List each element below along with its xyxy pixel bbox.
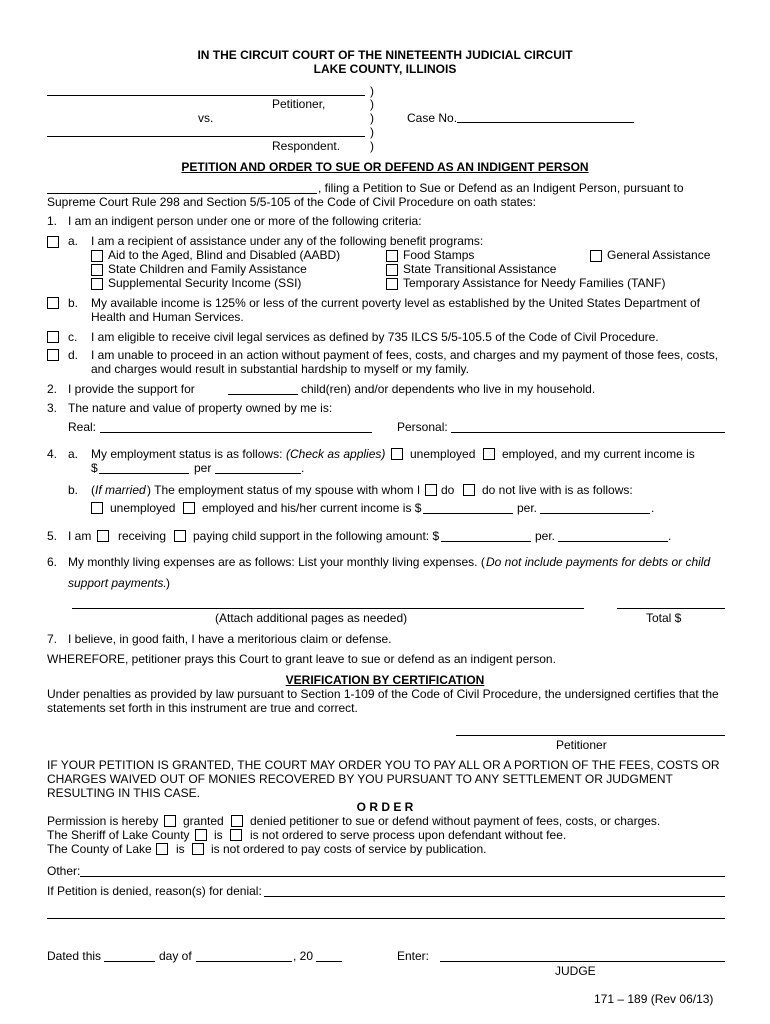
item-2-pre: I provide the support for	[68, 382, 195, 396]
dependents-count-line[interactable]	[228, 394, 298, 395]
aabd-checkbox[interactable]	[91, 250, 103, 262]
ssi-checkbox[interactable]	[91, 278, 103, 290]
warning-line-2: CHARGES WAIVED OUT OF MONIES RECOVERED BY YOU PURSUANT TO ANY SETTLEMENT OR JUDGMENT	[47, 772, 673, 786]
intro-line-1: , filing a Petition to Sue or Defend as an Indigent Person, pursuant to	[318, 181, 684, 195]
spouse-employed-label: employed and his/her current income is $	[202, 501, 422, 515]
denial-reason-line-2[interactable]	[47, 918, 725, 919]
sheriff-is-checkbox[interactable]	[195, 829, 207, 841]
tanf-checkbox[interactable]	[386, 278, 398, 290]
sheriff-is-not-checkbox[interactable]	[230, 829, 242, 841]
item-5-i-am: I am	[68, 529, 92, 543]
petitioner-label: Petitioner,	[272, 97, 326, 111]
other-line[interactable]	[80, 876, 725, 877]
income-period-dot: .	[301, 461, 305, 475]
child-support-period-dot: .	[668, 529, 672, 543]
child-support-period-line[interactable]	[558, 541, 668, 542]
real-property-line[interactable]	[100, 432, 372, 433]
verification-line-2: statements set forth in this instrument are true and correct.	[47, 701, 358, 715]
criteria-c-letter: c.	[68, 330, 78, 344]
item-6-hint: Do not include payments for debts or child	[486, 555, 711, 569]
criteria-d-line-2: and charges would result in substantial hardship to myself or my family.	[91, 362, 469, 376]
denial-reason-line[interactable]	[264, 896, 725, 897]
caption-paren: )	[370, 111, 374, 125]
denied-checkbox[interactable]	[231, 815, 243, 827]
caption-paren: )	[370, 139, 374, 153]
item-1-number: 1.	[47, 214, 58, 228]
state-transitional-label: State Transitional Assistance	[403, 262, 557, 276]
item-2-number: 2.	[47, 382, 58, 396]
criteria-b-letter: b.	[68, 296, 79, 310]
unemployed-checkbox[interactable]	[391, 448, 403, 460]
item-3-text: The nature and value of property owned by me is:	[68, 401, 333, 415]
expenses-total-line[interactable]	[617, 608, 725, 609]
spouse-do-checkbox[interactable]	[425, 484, 437, 496]
other-label: Other:	[47, 864, 81, 878]
employed-label: employed, and my current income is	[502, 447, 695, 461]
wherefore-text: WHEREFORE, petitioner prays this Court to grant leave to sue or defend as an indigent person.	[47, 652, 556, 666]
judge-label: JUDGE	[555, 964, 596, 978]
unemployed-label: unemployed	[410, 447, 476, 461]
item-7-number: 7.	[47, 632, 58, 646]
criteria-b-checkbox[interactable]	[47, 297, 59, 309]
child-support-per: per.	[535, 529, 556, 543]
employment-b-letter: b.	[68, 483, 79, 497]
case-no-label: Case No.	[407, 111, 458, 125]
item-5-number: 5.	[47, 529, 58, 543]
state-transitional-checkbox[interactable]	[386, 264, 398, 276]
employment-a-letter: a.	[68, 447, 79, 461]
dated-label: Dated this	[47, 949, 102, 963]
employment-a-text: My employment status is as follows:	[91, 447, 283, 461]
warning-line-3: RESULTING IN THIS CASE.	[47, 786, 200, 800]
receiving-checkbox[interactable]	[97, 530, 109, 542]
real-property-label: Real:	[68, 420, 97, 434]
dated-month-line[interactable]	[196, 961, 292, 962]
general-assistance-checkbox[interactable]	[590, 250, 602, 262]
attach-note: (Attach additional pages as needed)	[215, 611, 408, 625]
county-is-label: is	[176, 842, 185, 856]
state-family-checkbox[interactable]	[91, 264, 103, 276]
day-of-label: day of	[159, 949, 192, 963]
total-label: Total $	[646, 611, 682, 625]
spouse-income-period-line[interactable]	[540, 513, 650, 514]
criteria-a-checkbox[interactable]	[47, 236, 59, 248]
petitioner-name-line[interactable]	[47, 95, 365, 96]
county-rest: is not ordered to pay costs of service by publication.	[211, 842, 487, 856]
spouse-do-label: do	[441, 483, 455, 497]
income-period-line[interactable]	[215, 473, 301, 474]
respondent-name-line[interactable]	[47, 136, 365, 137]
tanf-label: Temporary Assistance for Needy Families (TANF)	[403, 276, 666, 290]
granted-checkbox[interactable]	[164, 815, 176, 827]
criteria-a-text: I am a recipient of assistance under any of the following benefit programs:	[91, 234, 484, 248]
county-is-not-checkbox[interactable]	[192, 843, 204, 855]
paying-checkbox[interactable]	[174, 530, 186, 542]
employment-b-paren-open: (	[91, 483, 95, 497]
criteria-c-checkbox[interactable]	[47, 331, 59, 343]
warning-line-1: IF YOUR PETITION IS GRANTED, THE COURT MAY ORDER YOU TO PAY ALL OR A PORTION OF THE FEES, COSTS OR	[47, 758, 720, 772]
food-stamps-checkbox[interactable]	[386, 250, 398, 262]
criteria-d-checkbox[interactable]	[47, 349, 59, 361]
court-heading: IN THE CIRCUIT COURT OF THE NINETEENTH JUDICIAL CIRCUIT	[197, 48, 573, 62]
case-no-line[interactable]	[457, 122, 634, 123]
item-6-close: )	[166, 576, 170, 590]
employment-b-if-married: If married	[95, 483, 146, 497]
county-heading: LAKE COUNTY, ILLINOIS	[313, 62, 457, 76]
item-4-number: 4.	[47, 447, 58, 461]
employment-a-hint: (Check as applies)	[286, 447, 386, 461]
criteria-b-line-2: Health and Human Services.	[91, 310, 244, 324]
aabd-label: Aid to the Aged, Blind and Disabled (AABD)	[108, 248, 341, 262]
criteria-c-text: I am eligible to receive civil legal services as defined by 735 ILCS 5/5-105.5 of the Code of Civil Procedure.	[91, 330, 659, 344]
ssi-label: Supplemental Security Income (SSI)	[108, 276, 302, 290]
general-assistance-label: General Assistance	[607, 248, 711, 262]
permission-label: Permission is hereby	[47, 814, 159, 828]
food-stamps-label: Food Stamps	[403, 248, 475, 262]
employment-b-text: ) The employment status of my spouse with whom I	[147, 483, 421, 497]
spouse-employed-checkbox[interactable]	[183, 502, 195, 514]
spouse-unemployed-label: unemployed	[110, 501, 176, 515]
granted-label: granted	[183, 814, 224, 828]
personal-property-label: Personal:	[397, 420, 448, 434]
income-dollar: $	[91, 461, 98, 475]
item-6-number: 6.	[47, 555, 58, 569]
dated-year-line[interactable]	[316, 961, 342, 962]
criteria-b-line-1: My available income is 125% or less of the current poverty level as established by the United States Department of	[91, 296, 700, 310]
denied-label: denied petitioner to sue or defend without payment of fees, costs, or charges.	[250, 814, 661, 828]
income-per: per	[194, 461, 212, 475]
receiving-label: receiving	[118, 529, 167, 543]
paying-label: paying child support in the following amount: $	[193, 529, 440, 543]
year-label: , 20	[293, 949, 314, 963]
item-7-text: I believe, in good faith, I have a meritorious claim or defense.	[68, 632, 392, 646]
criteria-a-letter: a.	[68, 234, 79, 248]
caption-paren: )	[370, 97, 374, 111]
caption-paren: )	[370, 125, 374, 139]
intro-line-2: Supreme Court Rule 298 and Section 5/5-105 of the Code of Civil Procedure on oath states:	[47, 195, 536, 209]
spouse-do-not-label: do not live with is as follows:	[482, 483, 633, 497]
petitioner-signature-line[interactable]	[456, 735, 725, 736]
county-is-checkbox[interactable]	[156, 843, 168, 855]
item-2-post: child(ren) and/or dependents who live in my household.	[301, 382, 596, 396]
expenses-line[interactable]	[72, 608, 584, 609]
verification-heading: VERIFICATION BY CERTIFICATION	[285, 673, 485, 687]
criteria-d-letter: d.	[68, 348, 79, 362]
personal-property-line[interactable]	[451, 432, 725, 433]
vs-label: vs.	[198, 111, 214, 125]
sheriff-label: The Sheriff of Lake County	[47, 828, 190, 842]
item-1-text: I am an indigent person under one or more of the following criteria:	[68, 214, 422, 228]
criteria-d-line-1: I am unable to proceed in an action without payment of fees, costs, and charges and my payment of those fees, costs,	[91, 348, 719, 362]
petitioner-signature-label: Petitioner	[556, 738, 607, 752]
verification-line-1: Under penalties as provided by law pursuant to Section 1-109 of the Code of Civil Procedure, the undersigned certifies that the	[47, 687, 719, 701]
sheriff-rest: is not ordered to serve process upon defendant without fee.	[250, 828, 567, 842]
dated-day-line[interactable]	[104, 961, 155, 962]
form-title: PETITION AND ORDER TO SUE OR DEFEND AS AN INDIGENT PERSON	[181, 160, 589, 174]
sheriff-is-label: is	[214, 828, 223, 842]
denial-label: If Petition is denied, reason(s) for denial:	[47, 884, 262, 898]
spouse-income-period-dot: .	[651, 501, 655, 515]
spouse-income-line[interactable]	[423, 513, 513, 514]
child-support-amount-line[interactable]	[441, 541, 531, 542]
item-3-number: 3.	[47, 401, 58, 415]
enter-label: Enter:	[397, 949, 430, 963]
spouse-income-per: per.	[517, 501, 538, 515]
spouse-unemployed-checkbox[interactable]	[91, 502, 103, 514]
judge-signature-line[interactable]	[440, 961, 725, 962]
spouse-do-not-checkbox[interactable]	[463, 484, 475, 496]
employed-checkbox[interactable]	[483, 448, 495, 460]
caption-paren: )	[370, 84, 374, 98]
income-amount-line[interactable]	[99, 473, 189, 474]
order-heading: O R D E R	[356, 800, 414, 814]
respondent-label: Respondent.	[272, 139, 341, 153]
item-6-text: My monthly living expenses are as follows: List your monthly living expenses. (	[68, 555, 485, 569]
county-label: The County of Lake	[47, 842, 152, 856]
state-family-label: State Children and Family Assistance	[108, 262, 307, 276]
item-6-hint-2: support payments.	[68, 576, 167, 590]
form-number: 171 – 189 (Rev 06/13)	[594, 992, 714, 1006]
filer-name-line[interactable]	[47, 193, 317, 194]
